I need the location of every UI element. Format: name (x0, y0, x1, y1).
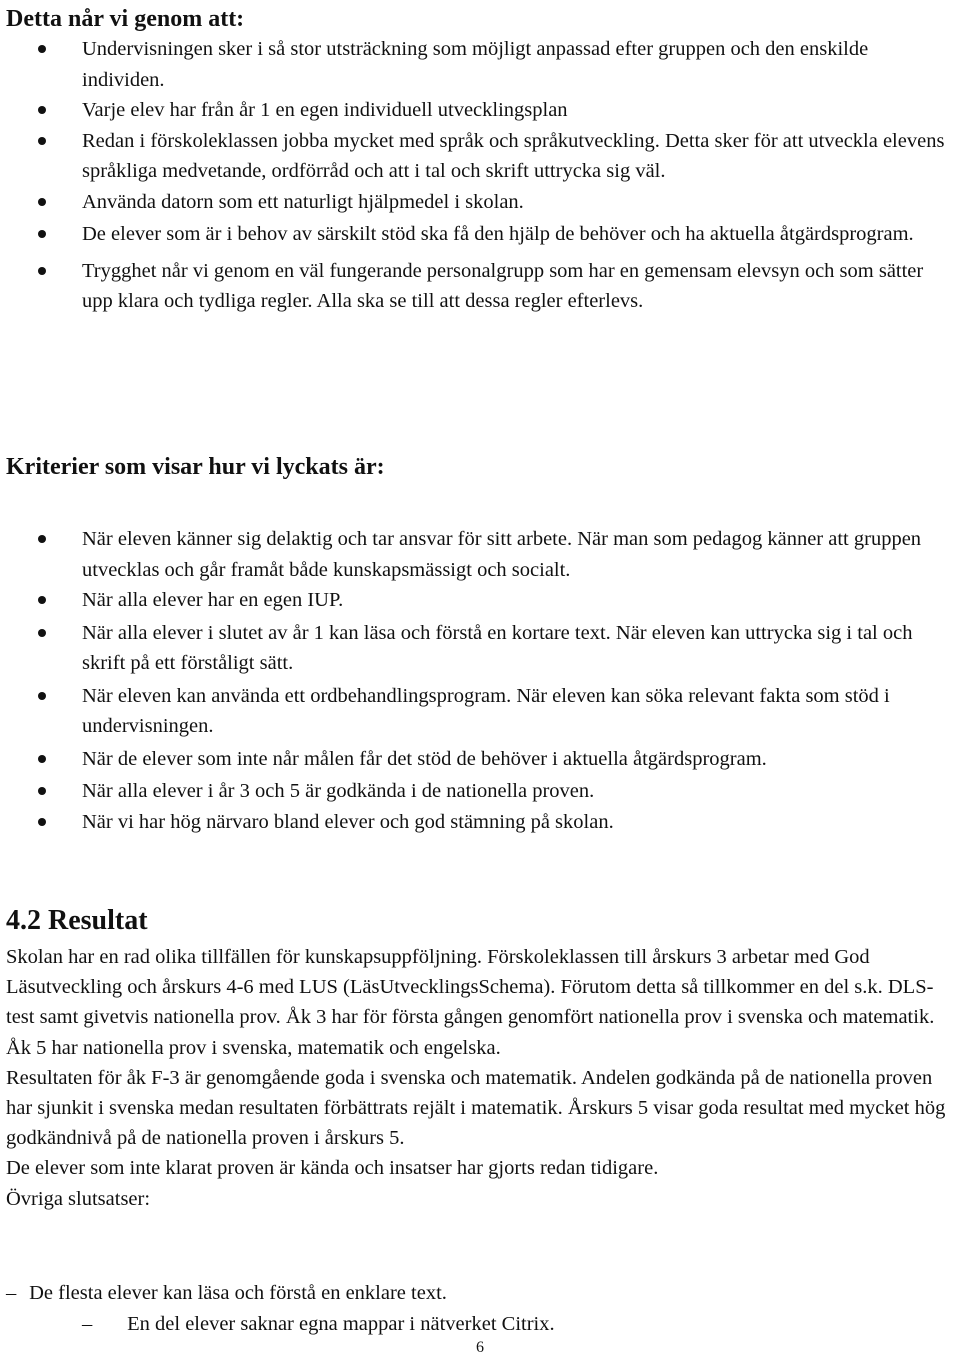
page-number: 6 (476, 1339, 484, 1356)
list-item: Trygghet når vi genom en väl fungerande personalgrupp som har en gemensam elevsyn och som sätter upp klara och tydliga regler. Alla ska se till att dessa regler efterlevs. (82, 256, 952, 317)
list-item: När vi har hög närvaro bland elever och god stämning på skolan. (82, 807, 952, 838)
results-paragraph: De elever som inte klarat proven är kända och insatser har gjorts redan tidigare. (6, 1157, 659, 1180)
list-item: När eleven känner sig delaktig och tar ansvar för sitt arbete. När man som pedagog känner att gruppen utvecklas och går framåt både kunskapsmässigt och socialt. (82, 524, 952, 585)
list-item: Undervisningen sker i så stor utsträckning som möjligt anpassad efter gruppen och den enskilde individen. (82, 34, 952, 95)
dash-item-text: De flesta elever kan läsa och förstå en enklare text. (29, 1282, 447, 1304)
criteria-list (82, 524, 952, 837)
results-paragraph: Skolan har en rad olika tillfällen för kunskapsuppföljning. Förskoleklassen till årskurs 3 arbetar med God Läsutveckling och årskurs 4-6 med LUS (LäsUtvecklingsSchema). Förutom detta så tillkommer en del s.k. DLS-test samt givetvis nationella prov. Åk 3 har för första gången genomfört nationella prov i svenska och matematik. Åk 5 har nationella prov i svenska, matematik och engelska. (6, 946, 935, 1059)
list-item: När alla elever i slutet av år 1 kan läsa och förstå en kortare text. När eleven kan uttrycka sig i tal och skrift på ett förståligt sätt. (82, 618, 952, 679)
list-item: Använda datorn som ett naturligt hjälpmedel i skolan. (82, 187, 952, 218)
dash-bullet: – (82, 1313, 93, 1335)
results-paragraph: Resultaten för åk F-3 är genomgående goda i svenska och matematik. Andelen godkända på de nationella proven har sjunkit i svenska medan resultaten förbättrats rejält i matematik. Årskurs 5 visar goda resultat med mycket hög godkändnivå på de nationella proven i årskurs 5. (6, 1066, 946, 1150)
heading-goals: Detta når vi genom att: (6, 6, 245, 32)
list-item: När eleven kan använda ett ordbehandlingsprogram. När eleven kan söka relevant fakta som stöd i undervisningen. (82, 681, 952, 742)
heading-criteria: Kriterier som visar hur vi lyckats är: (6, 454, 385, 480)
dash-item (6, 1278, 447, 1308)
list-item: Varje elev har från år 1 en egen individuell utvecklingsplan (82, 95, 952, 126)
list-item: Redan i förskoleklassen jobba mycket med språk och språkutveckling. Detta sker för att utveckla elevens språkliga medvetande, ordförråd och att i tal och skrift uttrycka sig väl. (82, 126, 952, 187)
goals-list (82, 34, 952, 317)
dash-item-text: En del elever saknar egna mappar i nätverket Citrix. (127, 1313, 555, 1335)
heading-results: 4.2 Resultat (6, 905, 148, 936)
list-item: När alla elever har en egen IUP. (82, 585, 952, 616)
results-paragraph: Övriga slutsatser: (6, 1187, 151, 1210)
dash-item (82, 1309, 555, 1339)
dash-bullet: – (6, 1282, 17, 1304)
list-item: De elever som är i behov av särskilt stöd ska få den hjälp de behöver och ha aktuella åtgärdsprogram. (82, 219, 952, 250)
list-item: När de elever som inte når målen får det stöd de behöver i aktuella åtgärdsprogram. (82, 744, 952, 775)
results-body (6, 942, 950, 1214)
list-item: När alla elever i år 3 och 5 är godkända i de nationella proven. (82, 776, 952, 807)
